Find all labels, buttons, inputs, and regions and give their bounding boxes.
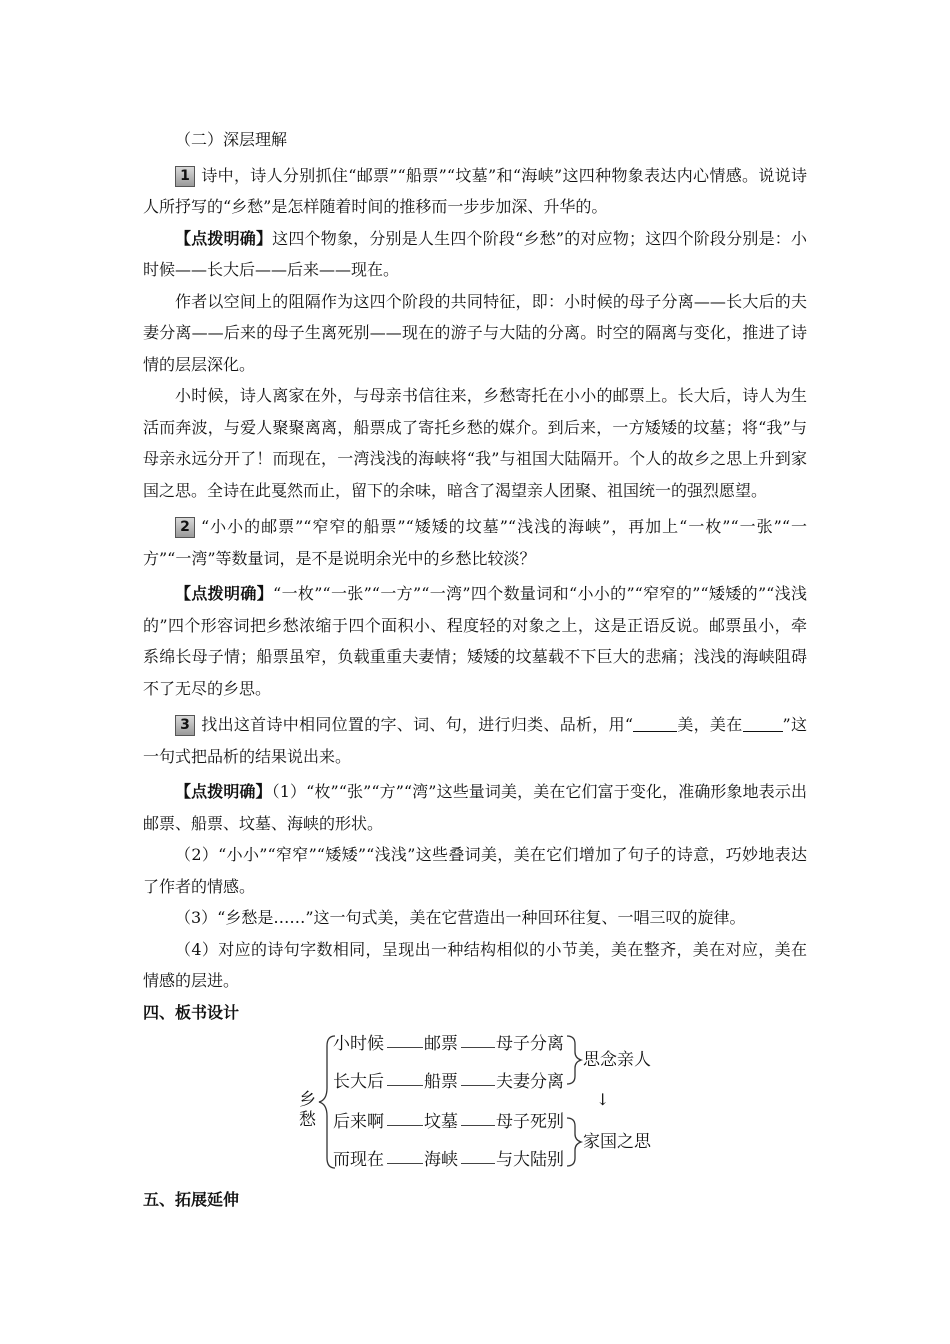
row-1-time: 小时候 bbox=[333, 1034, 384, 1054]
fill-blank bbox=[743, 715, 773, 732]
row-2-time: 长大后 bbox=[333, 1072, 384, 1092]
answer-label: 【点拨明确】 bbox=[175, 782, 272, 801]
row-3-feeling: 母子死别 bbox=[496, 1112, 564, 1132]
right-brace-top bbox=[567, 1036, 581, 1084]
row-2-object: 船票 bbox=[424, 1072, 458, 1092]
row-1-feeling: 母子分离 bbox=[496, 1034, 564, 1054]
answer-text: 这四个物象，分别是人生四个阶段“乡愁”的对应物；这四个阶段分别是：小时候——长大后——后来——现在。 bbox=[143, 228, 807, 279]
row-3-object: 坟墓 bbox=[424, 1112, 458, 1132]
row-2-feeling: 夫妻分离 bbox=[496, 1072, 564, 1092]
connector-line bbox=[387, 1163, 423, 1164]
row-4-feeling: 与大陆别 bbox=[496, 1150, 564, 1170]
section-heading: 五、拓展延伸 bbox=[143, 1190, 240, 1209]
question-number-badge: 3 bbox=[175, 715, 195, 736]
answer-text: “一枚”“一张”“一方”“一湾”四个数量词和“小小的”“窄窄的”“矮矮的”“浅浅的”四个形容词把乡愁浓缩于四个面积小、程度轻的对象之上，这是正语反说。邮票虽小，牵系绵长母子情；船票虽窄，负载重重夫妻情；矮矮的坟墓载不下巨大的悲痛；浅浅的海峡阻碍不了无尽的乡思。 bbox=[143, 584, 807, 698]
connector-line bbox=[387, 1085, 423, 1086]
answer-text: （1）“枚”“张”“方”“湾”这些量词美，美在它们富于变化，准确形象地表示出邮票、船票、坟墓、海峡的形状。 bbox=[143, 782, 807, 833]
answer-label: 【点拨明确】 bbox=[175, 584, 274, 603]
summary-top: 思念亲人 bbox=[583, 1050, 651, 1070]
question-number-badge: 1 bbox=[175, 166, 195, 187]
question-3 bbox=[143, 709, 807, 772]
connector-line bbox=[461, 1085, 495, 1086]
question-1 bbox=[143, 160, 807, 223]
question-2 bbox=[143, 511, 807, 574]
arrow-down-icon: ↓ bbox=[596, 1090, 610, 1109]
fill-blank bbox=[633, 715, 677, 732]
connector-line bbox=[387, 1125, 423, 1126]
question-text-a: 找出这首诗中相同位置的字、词、句，进行归类、品析，用“ bbox=[201, 715, 634, 734]
answer-1-paragraph-2: 作者以空间上的阻隔作为这四个阶段的共同特征，即：小时候的母子分离——长大后的夫妻分离——后来的母子生离死别——现在的游子与大陆的分离。时空的隔离与变化，推进了诗情的层层深化。 bbox=[143, 291, 807, 374]
row-3-time: 后来啊 bbox=[333, 1112, 384, 1132]
left-brace bbox=[319, 1036, 335, 1168]
document-page bbox=[143, 108, 807, 1216]
row-4-object: 海峡 bbox=[424, 1150, 458, 1170]
connector-line bbox=[387, 1047, 423, 1048]
connector-line bbox=[461, 1163, 495, 1164]
connector-line bbox=[461, 1125, 495, 1126]
row-1-object: 邮票 bbox=[424, 1034, 458, 1054]
question-text-c: ”这一句式把品析的结果说出来。 bbox=[143, 715, 807, 766]
question-text: “小小的邮票”“窄窄的船票”“矮矮的坟墓”“浅浅的海峡”，再加上“一枚”“一张”“一方”“一湾”等数量词，是不是说明余光中的乡愁比较淡？ bbox=[143, 517, 807, 568]
answer-3-item-2: （2）“小小”“窄窄”“矮矮”“浅浅”这些叠词美，美在它们增加了句子的诗意，巧妙地表达了作者的情感。 bbox=[143, 845, 807, 896]
answer-3-item-4: （4）对应的诗句字数相同，呈现出一种结构相似的小节美，美在整齐，美在对应，美在情感的层进。 bbox=[143, 939, 807, 990]
subsection-title: （二）深层理解 bbox=[175, 130, 288, 149]
summary-bottom: 家国之思 bbox=[583, 1132, 651, 1152]
brace-graphics bbox=[143, 1034, 807, 1174]
answer-3-item-3: （3）“乡愁是……”这一句式美，美在它营造出一种回环往复、一唱三叹的旋律。 bbox=[175, 908, 746, 927]
right-brace-bottom bbox=[567, 1118, 581, 1166]
answer-label: 【点拨明确】 bbox=[175, 228, 273, 248]
answer-3 bbox=[143, 776, 807, 839]
question-number-badge: 2 bbox=[175, 517, 195, 538]
answer-1 bbox=[143, 223, 807, 286]
answer-2 bbox=[143, 578, 807, 704]
question-text: 诗中，诗人分别抓住“邮票”“船票”“坟墓”和“海峡”这四种物象表达内心情感。说说诗人所抒写的“乡愁”是怎样随着时间的推移而一步步加深、升华的。 bbox=[143, 165, 807, 216]
board-design-diagram bbox=[143, 1034, 807, 1174]
row-4-time: 而现在 bbox=[333, 1150, 384, 1170]
fill-blank bbox=[773, 715, 783, 732]
answer-1-paragraph-3: 小时候，诗人离家在外，与母亲书信往来，乡愁寄托在小小的邮票上。长大后，诗人为生活而奔波，与爱人聚聚离离，船票成了寄托乡愁的媒介。到后来，一方矮矮的坟墓；将“我”与母亲永远分开了！而现在，一湾浅浅的海峡将“我”与祖国大陆隔开。个人的故乡之思上升到家国之思。全诗在此戛然而止，留下的余味，暗含了渴望亲人团聚、祖国统一的强烈愿望。 bbox=[143, 386, 807, 500]
diagram-root bbox=[299, 1090, 317, 1130]
connector-line bbox=[461, 1047, 495, 1048]
section-heading: 四、板书设计 bbox=[143, 1002, 240, 1022]
question-text-b: 美，美在 bbox=[677, 715, 743, 734]
diagram-root-label: 乡愁 bbox=[299, 1090, 316, 1130]
